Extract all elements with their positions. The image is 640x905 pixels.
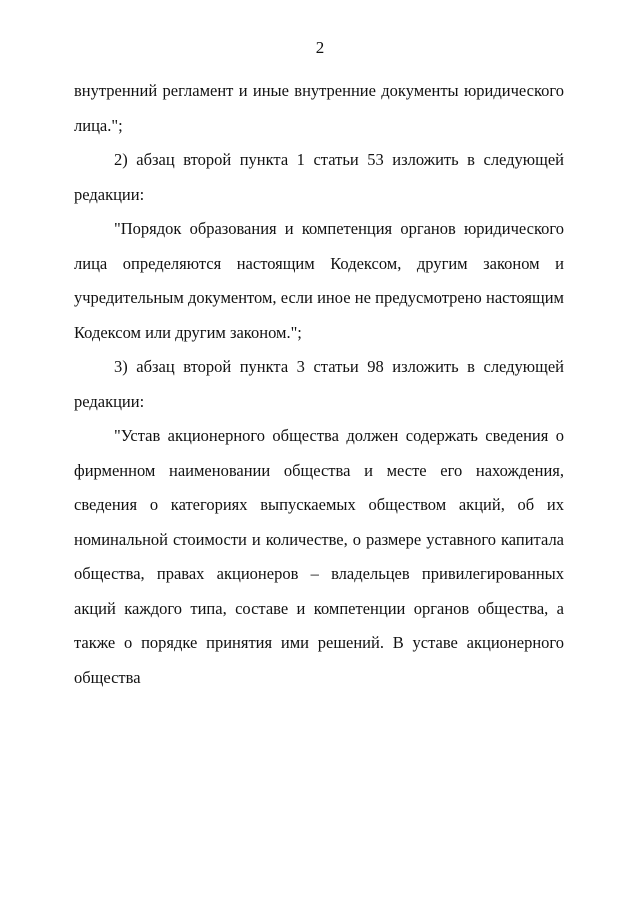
paragraph-article-53-amendment: 2) абзац второй пункта 1 статьи 53 изложить в следующей редакции:	[74, 150, 564, 204]
paragraph-article-98-text: "Устав акционерного общества должен содержать сведения о фирменном наименовании общества и месте его нахождения, сведения о категориях выпускаемых обществом акций, об их номинальной стоимости и количестве, о размере уставного капитала общества, правах акционеров – владельцев привилегированных акций каждого типа, составе и компетенции органов общества, а также о порядке принятия ими решений. В уставе акционерного общества	[74, 426, 564, 687]
document-body	[74, 74, 564, 695]
page-number: 2	[315, 38, 325, 57]
paragraph-article-53-text: "Порядок образования и компетенция органов юридического лица определяются настоящим Кодексом, другим законом и учредительным документом, если иное не предусмотрено настоящим Кодексом или другим законом.";	[74, 219, 564, 342]
paragraph-article-98-amendment: 3) абзац второй пункта 3 статьи 98 изложить в следующей редакции:	[74, 357, 564, 411]
paragraph-continuation: внутренний регламент и иные внутренние документы юридического лица.";	[74, 81, 564, 135]
